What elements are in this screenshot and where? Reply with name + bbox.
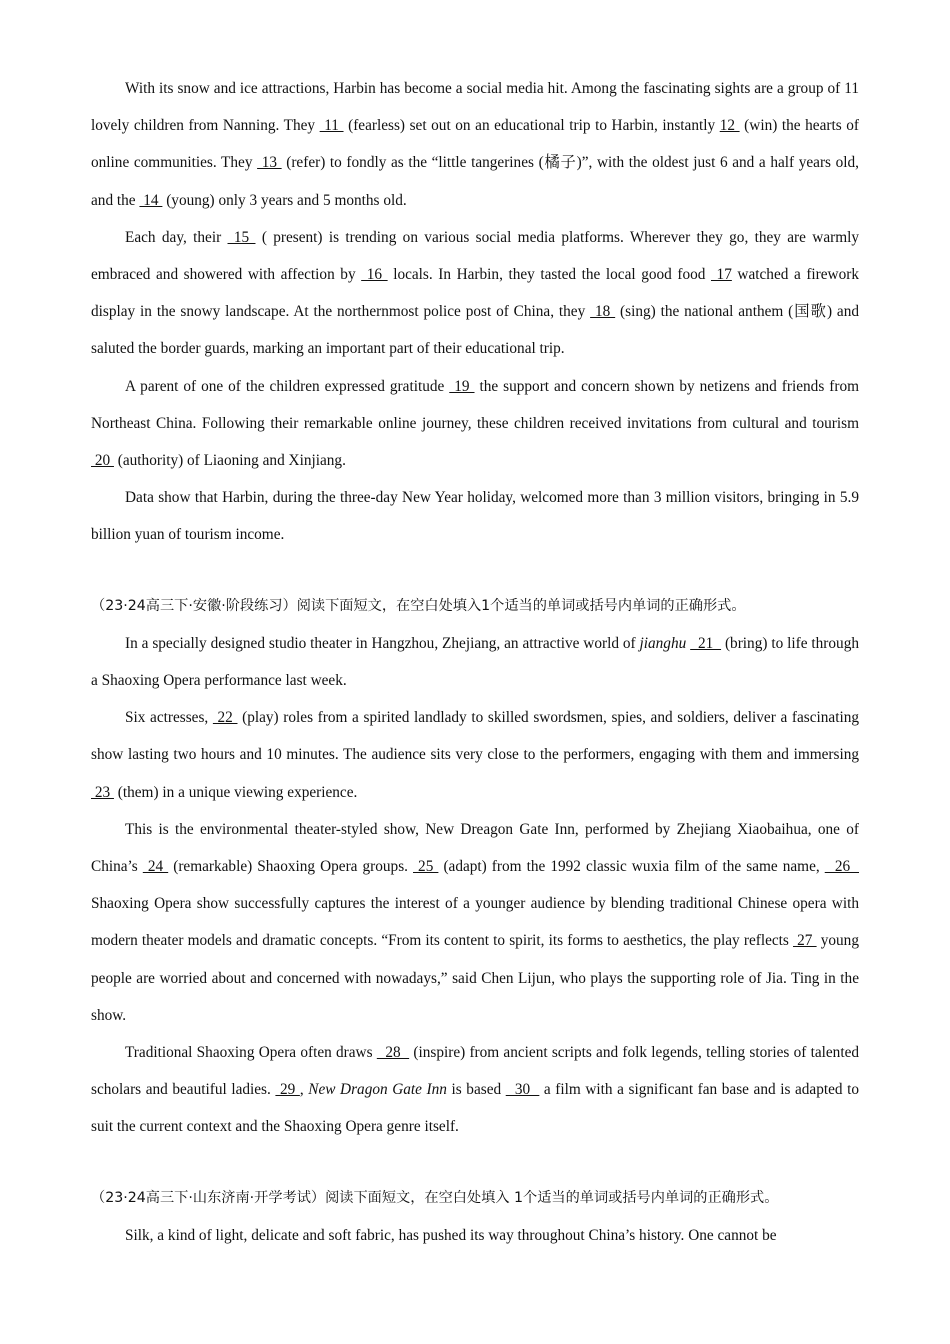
blank-11: 11 xyxy=(319,117,344,135)
blank-25: 25 xyxy=(413,858,439,876)
text: watched a firework display in the snowy landscape. At the northernmost police post of China, they xyxy=(91,266,859,321)
text: young people are worried about and concerned with nowadays,” said Chen Lijun, who plays the supporting role of Jia. Ting in the show. xyxy=(91,932,859,1024)
passage1-paragraph4: Data show that Harbin, during the three-day New Year holiday, welcomed more than 3 million visitors, bringing in 5.9 billion yuan of tourism income. xyxy=(91,489,859,544)
text: Traditional Shaoxing Opera often draws xyxy=(125,1044,377,1062)
blank-13: 13 xyxy=(257,154,282,172)
text: (refer) to fondly as the “little tangerines (橘子)”, with the oldest just 6 and a half years old, and the xyxy=(91,154,859,209)
passage3-instruction: （23·24高三下·山东济南·开学考试）阅读下面短文，在空白处填入 1个适当的单词或括号内单词的正确形式。 xyxy=(91,1189,779,1206)
passage2-paragraph3 xyxy=(91,811,859,1034)
text: , xyxy=(299,1081,309,1099)
document-page xyxy=(91,70,859,1254)
blank-26: 26 xyxy=(824,858,859,876)
text: Each day, their xyxy=(125,228,228,246)
passage3-paragraph1: Silk, a kind of light, delicate and soft fabric, has pushed its way throughout China’s history. One cannot be xyxy=(125,1226,777,1244)
text: (bring) to life through a Shaoxing Opera performance last week. xyxy=(91,634,859,690)
italic-term: jianghu xyxy=(639,634,687,652)
text: Shaoxing Opera show successfully captures the interest of a younger audience by blending traditional Chinese opera with modern theater models and dramatic concepts. “From its content to spirit, its forms to aesthetics, the play reflects xyxy=(91,895,859,950)
passage2-paragraph4 xyxy=(91,1034,859,1146)
blank-18: 18 xyxy=(590,303,616,321)
text: A parent of one of the children expressed gratitude xyxy=(125,377,450,395)
text: locals. In Harbin, they tasted the local good food xyxy=(387,266,711,284)
text: This is the environmental theater-styled show, New Dreagon Gate Inn, performed by Zhejiang Xiaobaihua, one of China’s xyxy=(91,820,859,876)
text: With its snow and ice attractions, Harbin has become a social media hit. Among the fascinating sights are a group of 11 lovely children from Nanning. They xyxy=(91,80,859,135)
text: Six actresses, xyxy=(125,709,213,727)
text: the support and concern shown by netizens and friends from Northeast China. Following their remarkable online journey, these children received invitations from cultural and tourism xyxy=(91,377,859,432)
text: (sing) the national anthem (国歌) and saluted the border guards, marking an important part of their educational trip. xyxy=(91,303,860,358)
blank-23: 23 xyxy=(91,783,114,801)
blank-21: 21 xyxy=(690,634,722,652)
text: (inspire) from ancient scripts and folk legends, telling stories of talented scholars and beautiful ladies. xyxy=(91,1044,860,1099)
blank-27: 27 xyxy=(793,932,817,950)
italic-title: New Dragon Gate Inn xyxy=(308,1081,447,1099)
blank-28: 28 xyxy=(376,1044,410,1062)
blank-17: 17 xyxy=(710,266,732,284)
blank-19: 19 xyxy=(449,377,475,395)
blank-16: 16 xyxy=(361,266,388,284)
passage1-paragraph2 xyxy=(91,219,859,368)
passage1-paragraph3 xyxy=(91,368,859,480)
text: (win) the hearts of online communities. They xyxy=(91,117,859,172)
text: a film with a significant fan base and is adapted to suit the current context and the Shaoxing Opera genre itself. xyxy=(91,1081,860,1136)
passage2-instruction: （23·24高三下·安徽·阶段练习）阅读下面短文，在空白处填入1个适当的单词或括号内单词的正确形式。 xyxy=(91,597,746,614)
text: (authority) of Liaoning and Xinjiang. xyxy=(113,452,346,470)
text: (play) roles from a spirited landlady to skilled swordsmen, spies, and soldiers, deliver a fascinating show lasting two hours and 10 minutes. The audience sits very close to the performers, engaging with them and immersing xyxy=(91,709,859,764)
text: (fearless) set out on an educational trip to Harbin, instantly xyxy=(343,117,720,135)
text: In a specially designed studio theater in Hangzhou, Zhejiang, an attractive world of xyxy=(125,634,640,652)
passage1-paragraph1 xyxy=(91,70,859,219)
passage2-paragraph1 xyxy=(91,625,859,699)
blank-30: 30 xyxy=(505,1081,540,1099)
section-gap xyxy=(91,554,859,588)
passage2-paragraph2 xyxy=(91,699,859,811)
text: (adapt) from the 1992 classic wuxia film of the same name, xyxy=(438,858,825,876)
text: (them) in a unique viewing experience. xyxy=(113,783,358,801)
text: (young) only 3 years and 5 months old. xyxy=(162,191,407,209)
blank-20: 20 xyxy=(91,452,114,470)
blank-14: 14 xyxy=(139,191,163,209)
text: (remarkable) Shaoxing Opera groups. xyxy=(168,858,414,876)
text: is based xyxy=(446,1081,506,1099)
blank-12: 12 xyxy=(719,117,740,135)
text: ( present) is trending on various social media platforms. Wherever they go, they are warmly embraced and showered with affection by xyxy=(91,228,860,284)
blank-24: 24 xyxy=(142,858,169,876)
section-gap xyxy=(91,1146,859,1180)
blank-29: 29 xyxy=(275,1081,300,1099)
blank-15: 15 xyxy=(227,228,256,246)
blank-22: 22 xyxy=(212,709,238,727)
